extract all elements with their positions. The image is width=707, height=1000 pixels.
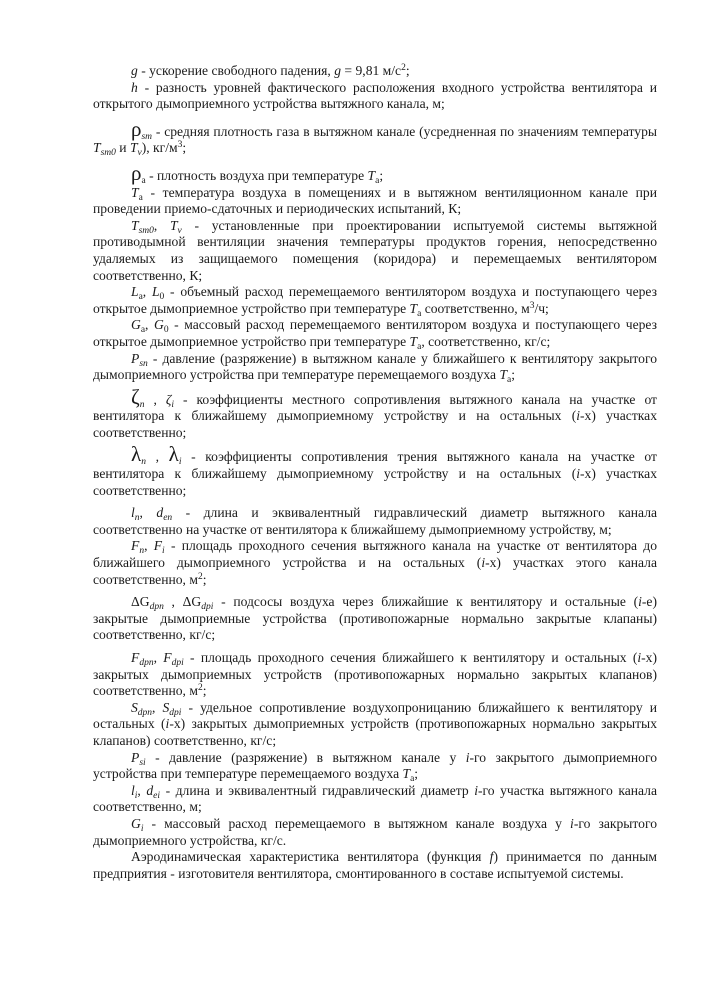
definition-Tsm0: $T_{sm0}$, $T_v$ - установленные при проектировании испытуемой системы вытяжной противодымной вентиляции значения температуры продуктов горения, непосредственно удаляемых из защищаемого помещения (коридора) и перемещаемых вентилятором соответственно, К; [93,217,657,283]
definition-li: $l_i$, $d_{ei}$ - длина и эквивалентный гидравлический диаметр i-го участка вытяжного канала соответственно, м; [93,782,658,815]
definition-Fn: $F_n$, $F_i$ - площадь проходного сечения вытяжного канала на участке от вентилятора до ближайшего дымоприемного устройства и на остальных (i-х) участках этого канала соответственно, $м^2$; [93,538,658,587]
definition-Psi: $P_{si}$ - давление (разряжение) в вытяжном канале у i-го закрытого дымоприемного устройства при температуре перемещаемого воздуха $T_a$; [93,749,657,785]
definition-rho-sm: $\rho_{sm}$ - средняя плотность газа в вытяжном канале (усредненная по значениям температуры $T_{sm0}$ и $T_v$), $кг/м^3$; [93,116,657,159]
definition-Gi: $G_i$ - массовый расход перемещаемого в вытяжном канале воздуха у i-го закрытого дымоприемного устройства, кг/с. [93,815,657,848]
definition-La: $L_a$, $L_0$ - объемный расход перемещаемого вентилятором воздуха и поступающего через открытое дымоприемное устройство при температуре $T_a$ соответственно, $м^3/ч$; [93,284,657,319]
aerodynamic-characteristic-paragraph: Аэродинамическая характеристика вентилятора (функция f) принимается по данным предприятия - изготовителя вентилятора, смонтированного в составе испытуемой системы. [93,849,657,881]
definition-rho-a: $\rho_a$ - плотность воздуха при температуре $T_a$; [131,160,384,186]
document-body [93,63,657,882]
definition-Ta: $T_a$ - температура воздуха в помещениях и в вытяжном вентиляционном канале при проведении приемо-сдаточных и периодических испытаний, К; [93,184,657,217]
definition-ln: $l_n$, $d_{en}$ - длина и эквивалентный гидравлический диаметр вытяжного канала соответственно на участке от вентилятора к ближайшему дымоприемному устройству, м; [93,505,658,537]
definition-Psn: $P_{sn}$ - давление (разряжение) в вытяжном канале у ближайшего к вентилятору закрытого дымоприемного устройства при температуре перемещаемого воздуха $T_a$; [93,350,657,386]
definition-Ga: $G_a$, $G_0$ - массовый расход перемещаемого вентилятором воздуха и поступающего через открытое дымоприемное устройство при температуре $T_a$, соответственно, кг/с; [93,317,658,352]
definition-g: g - ускорение свободного падения, g = 9,81 $м/с^2$; [131,63,410,78]
definition-lambda: $\lambda_n$ , $\lambda_i$ - коэффициенты сопротивления трения вытяжного канала на участке от вентилятора к ближайшему дымоприемному устройству и на остальных (i-х) участках соответственно; [93,442,657,498]
definition-Fdp: $F_{dpn}$, $F_{dpi}$ - площадь проходного сечения ближайшего к вентилятору и остальных (i-х) закрытых дымоприемных устройств (противопожарных нормально закрытых клапанов) соответственно, $м^2$; [93,650,658,699]
definition-delta-G: $\Delta G_{dpn}$ , $\Delta G_{dpi}$ - подсосы воздуха через ближайшие к вентилятору и остальные (i-е) закрытые дымоприемные устройства (противопожарные нормально закрытые клапаны) соответственно, кг/с; [93,594,657,643]
definition-h: h - разность уровней фактического расположения входного устройства вентилятора и открытого дымоприемного устройства вытяжного канала, м; [93,79,657,112]
definition-zeta: $\zeta_n$ , $\zeta_i$ - коэффициенты местного сопротивления вытяжного канала на участке от вентилятора к ближайшему дымоприемному устройству и на остальных (i-х) участках соответственно; [93,384,658,440]
definition-Sdp: $S_{dpn}$, $S_{dpi}$ - удельное сопротивление воздухопроницанию ближайшего к вентилятору и остальных (i-х) закрытых дымоприемных устройств (противопожарных нормально закрытых клапанов) соответственно, кг/с; [93,699,657,748]
